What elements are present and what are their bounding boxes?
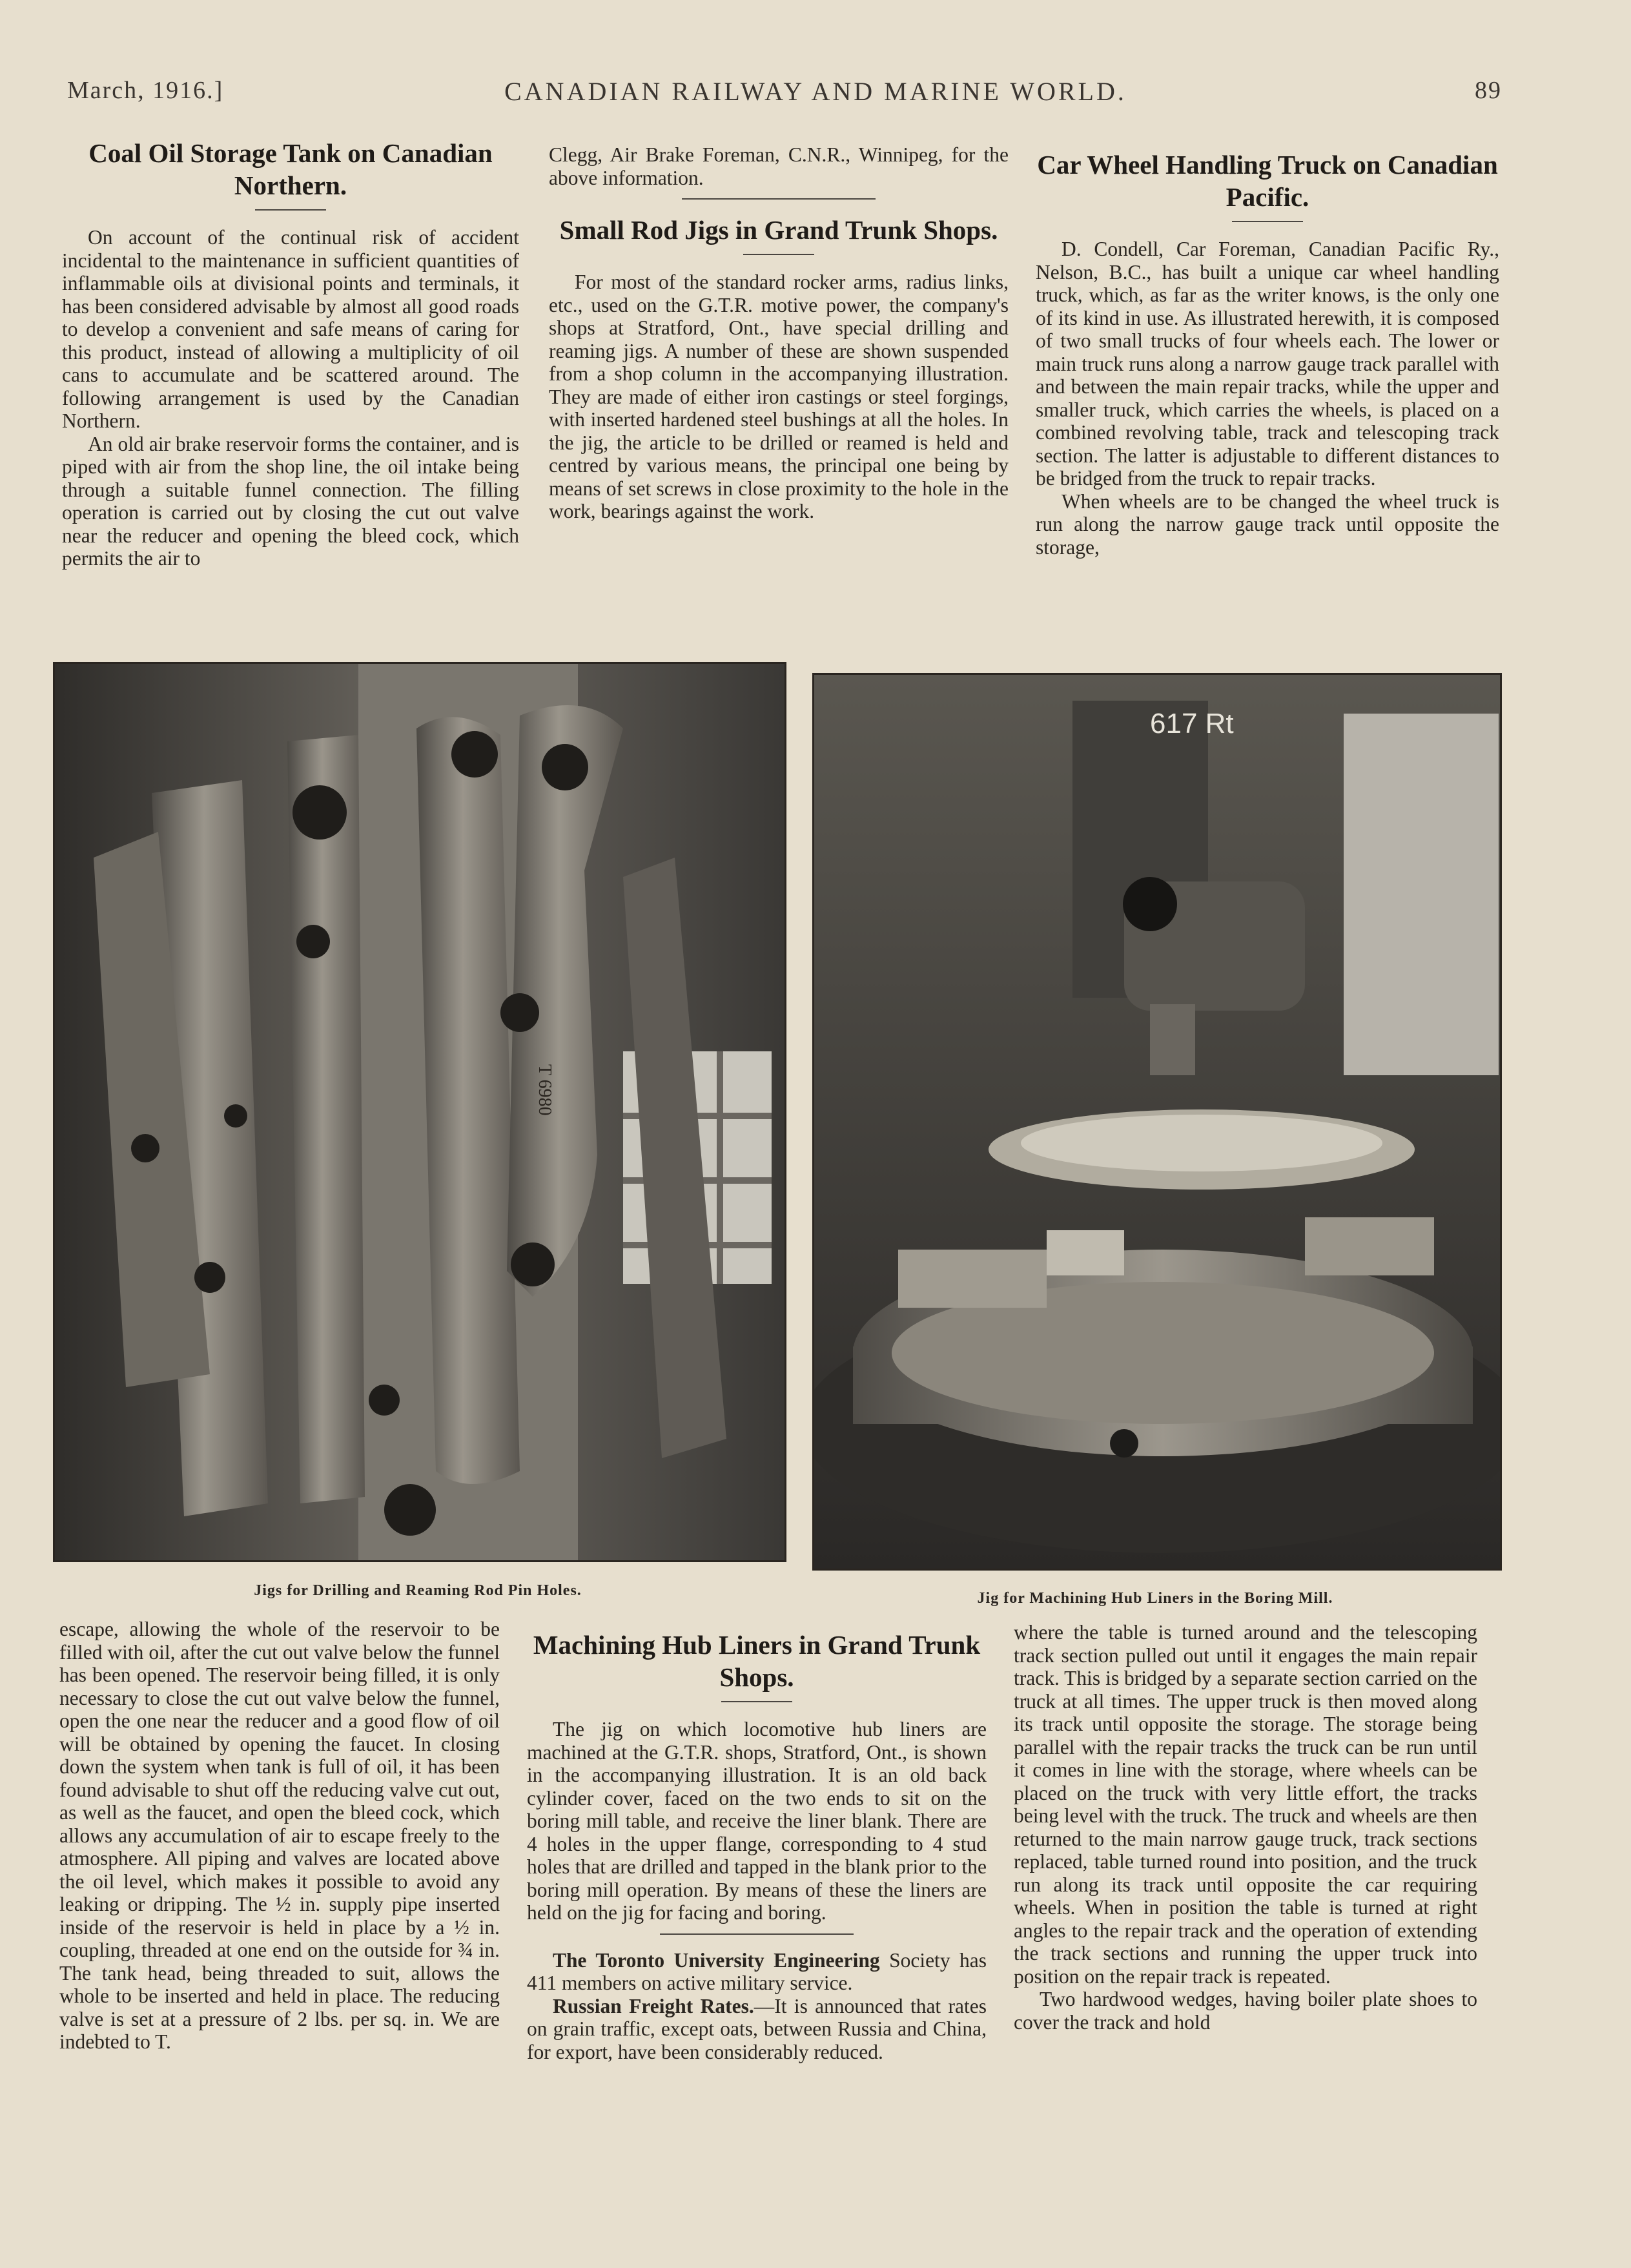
title-rule bbox=[255, 209, 326, 211]
hub-liners-title: Machining Hub Liners in Grand Trunk Shops. bbox=[533, 1630, 981, 1692]
chalk-mark-text: 617 Rt bbox=[1150, 708, 1234, 739]
jigs-photo bbox=[53, 662, 786, 1562]
title-rule bbox=[743, 254, 814, 255]
wheel-truck-paragraph-1: D. Condell, Car Foreman, Canadian Pacific Ry., Nelson, B.C., has built a unique car wheel handling truck, which, as far as the writer knows, is the only one of its kind in use. As illustrated herewith, it is composed of two small trucks of four wheels each. The lower or main truck runs along a narrow gauge track parallel with and between the main repair tracks, while the upper and smaller truck, which carries the wheels, is placed on a combined revolving table, track and telescoping track section. The latter is adjustable to different distances to be bridged from the truck to repair tracks. bbox=[1036, 238, 1499, 490]
running-header-title: CANADIAN RAILWAY AND MARINE WORLD. bbox=[504, 77, 1127, 106]
freight-lead: Russian Freight Rates. bbox=[553, 1994, 754, 2017]
coal-oil-paragraph-3: escape, allowing the whole of the reservoir to be filled with oil, after the cut out valve below the funnel has been opened. The reservoir being filled, it is only necessary to close the cut out valve below the funnel, open the one near the reducer and a good flow of oil will be obtained by opening the faucet. In closing down the system when tank is full of oil, it has been found advisable to shut off the reducing valve cut out, as well as the faucet, and open the bleed cock, which allows any accumulation of air to escape freely to the atmosphere. All piping and valves are located above the oil level, which makes it possible to avoid any leaking or dripping. The ½ in. supply pipe inserted inside of the reservoir is held in place by a ½ in. coupling, threaded at one end on the outside for ¾ in. The tank head, being threaded to suit, allows the whole to be inserted and held in place. The reducing valve is set at a pressure of 2 lbs. per sq. in. We are indebted to T. bbox=[59, 1618, 500, 2053]
coal-oil-article-top bbox=[62, 137, 519, 570]
running-header-date: March, 1916.] bbox=[67, 77, 224, 104]
toronto-lead: The Toronto University Engineering bbox=[553, 1948, 880, 1972]
boring-mill-illustration bbox=[814, 675, 1500, 1569]
coal-oil-paragraph-2: An old air brake reservoir forms the container, and is piped with air from the shop line, the oil intake being through a suitable funnel connection. The filling operation is carried out by closing the cut out valve near the reducer and opening the bleed cock, which permits the air to bbox=[62, 432, 519, 570]
wheel-truck-paragraph-4: Two hardwood wedges, having boiler plate shoes to cover the track and hold bbox=[1014, 1988, 1477, 2034]
freight-note bbox=[527, 1995, 987, 2064]
wheel-truck-paragraph-3: where the table is turned around and the telescoping track section pulled out until it engages the main repair track. This is bridged by a separate section carried on the truck at all times. The upper truck is then moved along its track until opposite the storage. The storage being parallel with the repair tracks the truck can be run until it comes in line with the storage, where wheels can be placed on the truck with very little effort, the tracks being level with the truck. The truck and wheels are then returned to the main narrow gauge truck, track sections replaced, table turned round into position, and the truck run along its track until opposite the car requiring wheels. When in position the table is turned at right angles to the repair track and the operation of extending the track sections and running the upper truck into position on the repair track is repeated. bbox=[1014, 1621, 1477, 1988]
boring-mill-photo-caption: Jig for Machining Hub Liners in the Boring Mill. bbox=[977, 1590, 1333, 1607]
jigs-illustration bbox=[55, 664, 785, 1560]
wheel-truck-article-top bbox=[1036, 149, 1499, 559]
wheel-truck-paragraph-2: When wheels are to be changed the wheel truck is run along the narrow gauge track until opposite the storage, bbox=[1036, 490, 1499, 559]
hub-liners-article bbox=[527, 1629, 987, 2063]
section-rule bbox=[660, 1933, 854, 1935]
wheel-truck-title: Car Wheel Handling Truck on Canadian Pacific. bbox=[1037, 150, 1498, 212]
rod-jigs-title: Small Rod Jigs in Grand Trunk Shops. bbox=[559, 215, 998, 245]
coal-oil-article-bottom bbox=[59, 1618, 500, 2054]
page-number: 89 bbox=[1475, 77, 1502, 104]
title-rule bbox=[1232, 221, 1303, 222]
title-rule bbox=[721, 1701, 792, 1702]
rod-jigs-article bbox=[549, 143, 1009, 523]
section-rule bbox=[682, 198, 876, 200]
toronto-note bbox=[527, 1949, 987, 1995]
wheel-truck-article-bottom bbox=[1014, 1621, 1477, 2034]
jig-stamp-text: T 6980 bbox=[535, 1064, 555, 1116]
hub-liners-paragraph-1: The jig on which locomotive hub liners are machined at the G.T.R. shops, Stratford, Ont., is shown in the accompanying illustration. It is an old back cylinder cover, faced on the two ends to sit on the boring mill table, and receive the liner blank. There are 4 holes in the upper flange, corresponding to 4 stud holes that are drilled and tapped in the blank prior to the boring mill operation. By means of these the liners are held on the jig for facing and boring. bbox=[527, 1718, 987, 1924]
freight-text: —It is announced that rates on grain traffic, except oats, between Russia and China, for export, have been considerably reduced. bbox=[527, 1994, 987, 2063]
coal-oil-paragraph-1: On account of the continual risk of accident incidental to the maintenance in sufficient quantities of inflammable oils at divisional points and terminals, it has been considered advisable by almost all good roads to develop a convenient and safe means of caring for this product, instead of allowing a multiplicity of oil cans to accumulate and be scattered around. The following arrangement is used by the Canadian Northern. bbox=[62, 226, 519, 432]
coal-oil-carryover: Clegg, Air Brake Foreman, C.N.R., Winnipeg, for the above information. bbox=[549, 143, 1009, 189]
rod-jigs-paragraph-1: For most of the standard rocker arms, radius links, etc., used on the G.T.R. motive power, the company's shops at Stratford, Ont., have special drilling and reaming jigs. A number of these are shown suspended from a shop column in the accompanying illustration. They are made of either iron castings or steel forgings, with inserted hardened steel bushings at all the holes. In the jig, the article to be drilled or reamed is held and centred by various means, the principal one being by means of set screws in close proximity to the hole in the work, bearings against the work. bbox=[549, 271, 1009, 522]
jigs-photo-caption: Jigs for Drilling and Reaming Rod Pin Holes. bbox=[254, 1582, 582, 1599]
toronto-text: Society has 411 members on active military service. bbox=[527, 1948, 987, 1994]
coal-oil-title: Coal Oil Storage Tank on Canadian Northern. bbox=[88, 138, 493, 200]
boring-mill-photo bbox=[812, 673, 1502, 1571]
